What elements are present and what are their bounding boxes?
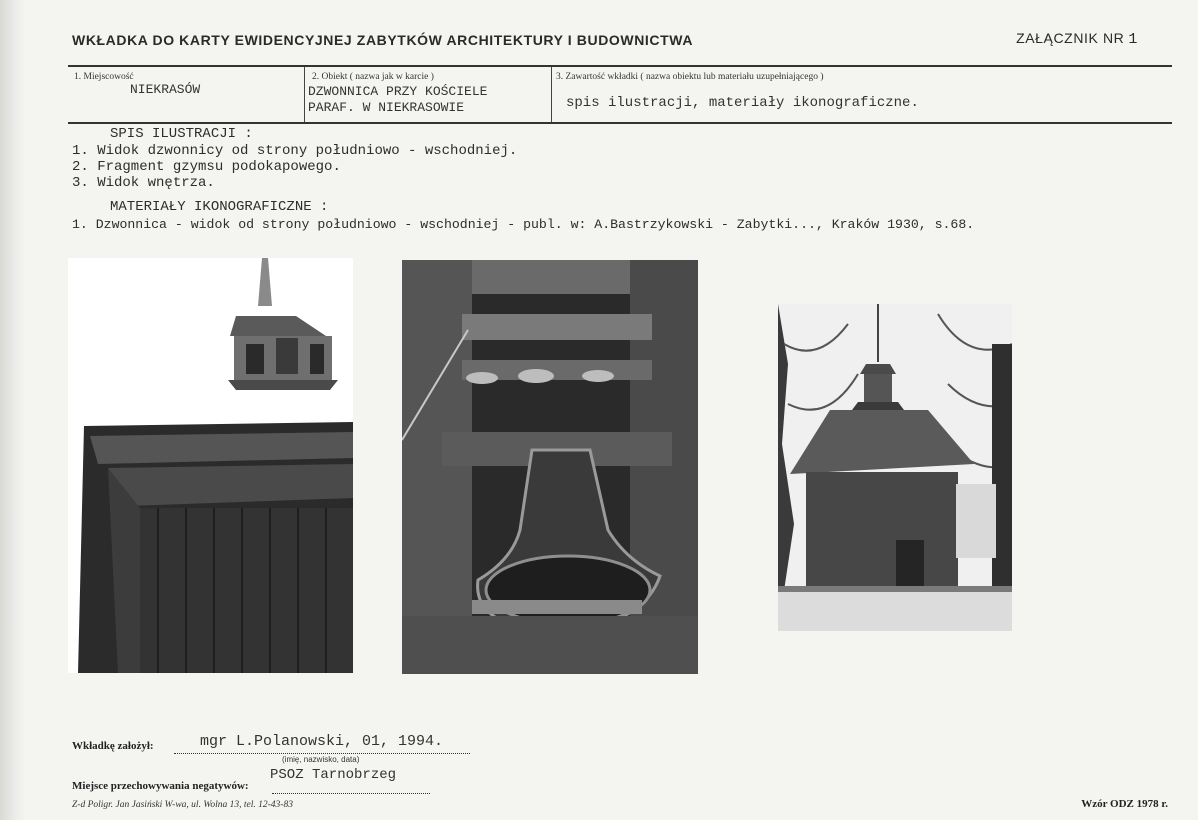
founder-hint: (imię, nazwisko, data) [282, 755, 360, 764]
header-rule-top [68, 65, 1172, 67]
illustration-item: 1. Widok dzwonnicy od strony południowo - wschodniej. [72, 143, 518, 159]
annex-number: 1 [1128, 31, 1138, 48]
field-divider [551, 67, 552, 122]
document-title: WKŁADKA DO KARTY EWIDENCYJNEJ ZABYTKÓW ARCHITEKTURY I BUDOWNICTWA [72, 32, 694, 48]
object-value-line2: PARAF. W NIEKRASOWIE [308, 100, 465, 115]
content-label: 3. Zawartość wkładki ( nazwa obiektu lub materiału uzupełniającego ) [556, 72, 824, 82]
iconographic-heading: MATERIAŁY IKONOGRAFICZNE : [110, 199, 329, 215]
object-label: 2. Obiekt ( nazwa jak w karcie ) [312, 72, 434, 82]
field-divider [304, 67, 305, 122]
page-edge [0, 0, 26, 820]
illustration-item: 3. Widok wnętrza. [72, 175, 215, 191]
annex-label: ZAŁĄCZNIK NR 1 [1016, 30, 1138, 48]
illustrations-heading: SPIS ILUSTRACJI : [110, 126, 253, 142]
photo-bell-tower-exterior [778, 304, 1012, 631]
header-rule-bottom [68, 122, 1172, 124]
object-value-line1: DZWONNICA PRZY KOŚCIELE [308, 84, 488, 99]
founder-value: mgr L.Polanowski, 01, 1994. [200, 733, 444, 750]
founder-dotted-line [174, 752, 470, 754]
storage-label: Miejsce przechowywania negatywów: [72, 780, 249, 792]
founder-label: Wkładkę założył: [72, 740, 154, 752]
iconographic-item: 1. Dzwonnica - widok od strony południowo - wschodniej - publ. w: A.Bastrzykowski - Zabytki..., Kraków 1930, s.68. [72, 217, 975, 232]
storage-dotted-line [272, 792, 430, 794]
place-label: 1. Miejscowość [74, 72, 134, 82]
content-value: spis ilustracji, materiały ikonograficzne. [566, 95, 919, 111]
photo-eaves-detail [68, 258, 353, 673]
place-value: NIEKRASÓW [130, 82, 201, 97]
form-number: Wzór ODZ 1978 r. [1081, 798, 1168, 810]
illustration-item: 2. Fragment gzymsu podokapowego. [72, 159, 341, 175]
photo-interior-bell [402, 260, 698, 674]
printer-note: Z-d Poligr. Jan Jasiński W-wa, ul. Wolna 13, tel. 12-43-83 [72, 800, 293, 810]
storage-value: PSOZ Tarnobrzeg [270, 767, 397, 783]
